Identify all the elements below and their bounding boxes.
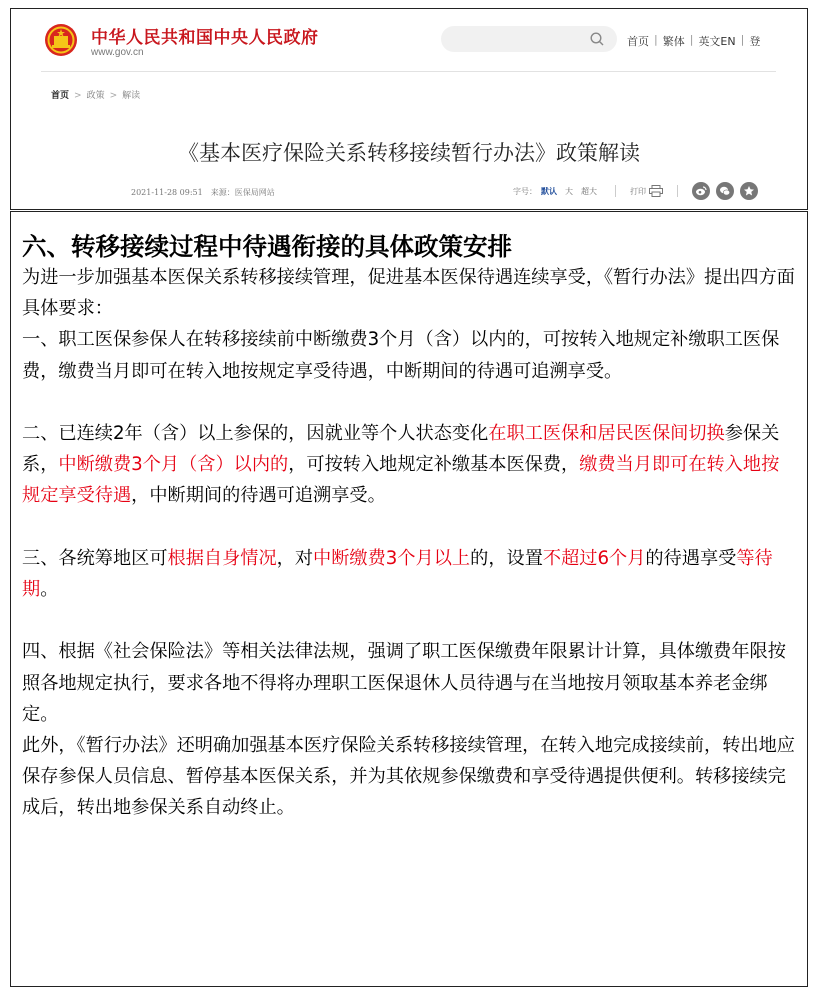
weibo-icon[interactable] xyxy=(692,182,710,200)
site-header-panel xyxy=(10,8,808,210)
paragraph-gap xyxy=(22,605,797,636)
wechat-icon[interactable] xyxy=(716,182,734,200)
breadcrumb-home[interactable]: 首页 xyxy=(51,91,70,101)
item2-highlight: 在职工医保和居民医保间切换 xyxy=(488,423,725,444)
search-icon[interactable] xyxy=(589,31,605,47)
item3-text: 。 xyxy=(40,579,59,600)
source-label: 来源： xyxy=(210,188,235,197)
item3-highlight: 中断缴费3个月以上 xyxy=(313,547,471,569)
breadcrumb xyxy=(51,88,140,101)
breadcrumb-arrow-icon: > xyxy=(74,91,82,101)
article-meta xyxy=(131,187,275,198)
breadcrumb-policy[interactable]: 政策 xyxy=(86,91,105,101)
nav-home-link[interactable]: 首页 xyxy=(627,35,649,48)
paragraph-gap xyxy=(22,387,797,418)
print-button[interactable] xyxy=(630,185,663,197)
item3-text: ，对 xyxy=(276,547,314,569)
breadcrumb-interpretation[interactable]: 解读 xyxy=(122,91,141,101)
publish-date: 2021-11-28 09:51 xyxy=(131,188,203,197)
item2-text: ，中断期间的待遇可追溯享受。 xyxy=(131,485,386,507)
header-divider xyxy=(41,71,776,72)
item3-highlight: 等待期 xyxy=(22,547,773,600)
item2-text: 二、已连续2年（含）以上参保的，因就业等个人状态变化 xyxy=(22,423,489,444)
policy-item-2 xyxy=(22,418,797,512)
print-label: 打印 xyxy=(630,186,646,196)
nav-traditional-link[interactable]: 繁体 xyxy=(662,35,685,48)
article-tools xyxy=(513,181,764,201)
nav-separator: | xyxy=(689,33,694,46)
policy-item-3 xyxy=(22,543,797,605)
intro-paragraph: 为进一步加强基本医保关系转移接续管理，促进基本医保待遇连续享受，《暂行办法》提出四方面具体要求： xyxy=(22,267,795,320)
tools-divider xyxy=(677,185,678,197)
print-icon xyxy=(649,185,663,197)
item3-highlight: 根据自身情况 xyxy=(167,547,277,569)
font-size-label: 字号： xyxy=(513,186,537,196)
paragraph-gap xyxy=(22,512,797,543)
nav-separator: | xyxy=(740,33,745,46)
item2-text: 参保关系， xyxy=(22,423,780,476)
item3-highlight: 不超过6个月 xyxy=(542,547,646,569)
font-size-default[interactable]: 默认 xyxy=(541,185,557,196)
item3-text: 三、各统筹地区可 xyxy=(22,547,168,569)
closing-paragraph: 此外，《暂行办法》还明确加强基本医疗保险关系转移接续管理，在转入地完成接续前，转出地应保存参保人员信息、暂停基本医保关系，并为其依规参保缴费和享受待遇提供便利。转移接续完成后，转出地参保关系自动终止。 xyxy=(22,735,795,819)
font-size-xlarge[interactable]: 超大 xyxy=(581,186,597,196)
nav-separator: | xyxy=(654,33,658,46)
article-body xyxy=(10,211,808,987)
item3-text: 的待遇享受 xyxy=(645,547,737,569)
top-nav xyxy=(627,33,760,49)
item2-highlight: 中断缴费3个月（含）以内的 xyxy=(58,454,289,476)
item2-text: ，可按转入地规定补缴基本医保费， xyxy=(288,454,580,476)
article-title: 《基本医疗保险关系转移接续暂行办法》政策解读 xyxy=(178,141,640,165)
favorite-icon[interactable] xyxy=(740,182,758,200)
policy-item-4: 四、根据《社会保险法》等相关法律法规，强调了职工医保缴费年限累计计算，具体缴费年限按照各地规定执行，要求各地不得将办理职工医保退休人员待遇与在当地按月领取基本养老金绑定。 xyxy=(22,641,786,725)
search-input[interactable] xyxy=(441,26,617,52)
item3-text: 的，设置 xyxy=(470,547,543,569)
nav-login-link[interactable]: 登 xyxy=(749,35,761,48)
site-name[interactable]: 中华人民共和国中央人民政府 xyxy=(91,28,319,48)
section-heading: 六、转移接续过程中待遇衔接的具体政策安排 xyxy=(22,232,512,261)
tools-divider xyxy=(615,185,616,197)
site-url[interactable]: www.gov.cn xyxy=(91,47,144,58)
nav-english-link[interactable]: 英文EN xyxy=(698,35,736,48)
item2-highlight: 缴费当月即可在转入地按规定享受待遇 xyxy=(22,454,780,507)
policy-item-1: 一、职工医保参保人在转移接续前中断缴费3个月（含）以内的，可按转入地规定补缴职工医保费，缴费当月即可在转入地按规定享受待遇，中断期间的待遇可追溯享受。 xyxy=(22,329,780,382)
breadcrumb-arrow-icon: > xyxy=(109,91,118,101)
national-emblem-icon[interactable] xyxy=(44,23,78,57)
font-size-large[interactable]: 大 xyxy=(565,186,573,196)
source-name: 医保局网站 xyxy=(234,188,275,197)
